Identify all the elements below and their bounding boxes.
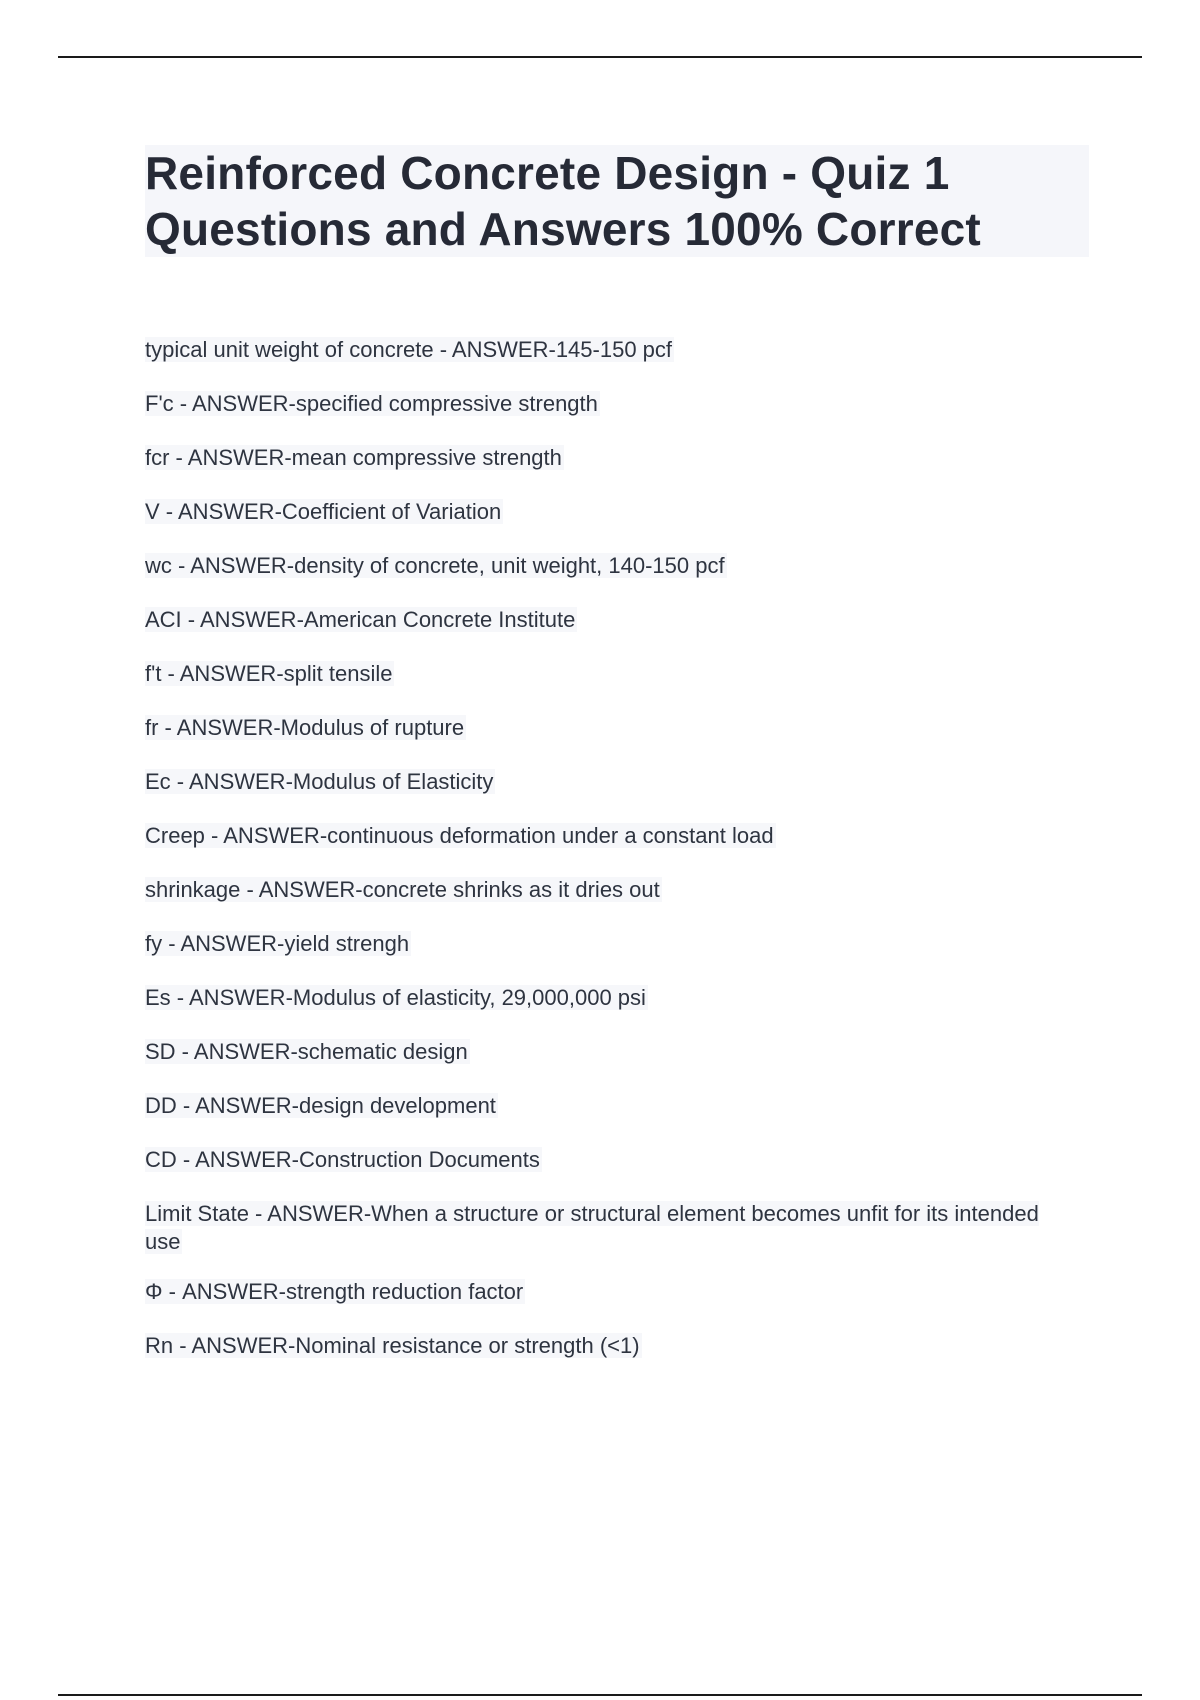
qa-text: Rn - ANSWER-Nominal resistance or strength (<1) [145,1333,640,1358]
qa-text: V - ANSWER-Coefficient of Variation [145,499,502,524]
qa-item [145,336,1065,364]
qa-item [145,1092,1065,1120]
qa-text: Es - ANSWER-Modulus of elasticity, 29,000,000 psi [145,985,646,1010]
qa-text: typical unit weight of concrete - ANSWER-145-150 pcf [145,337,673,362]
qa-item [145,1146,1065,1174]
qa-item [145,390,1065,418]
qa-item [145,552,1065,580]
qa-item [145,876,1065,904]
qa-text: f't - ANSWER-split tensile [145,661,393,686]
qa-item [145,1200,1065,1256]
page-title [145,145,1089,257]
qa-item [145,660,1065,688]
qa-item [145,1278,1065,1306]
qa-text: fcr - ANSWER-mean compressive strength [145,445,562,470]
qa-text: Creep - ANSWER-continuous deformation under a constant load [145,823,774,848]
qa-item [145,606,1065,634]
qa-text: Ec - ANSWER-Modulus of Elasticity [145,769,494,794]
qa-item [145,498,1065,526]
qa-text: wc - ANSWER-density of concrete, unit weight, 140-150 pcf [145,553,725,578]
qa-text: shrinkage - ANSWER-concrete shrinks as it dries out [145,877,660,902]
qa-text: CD - ANSWER-Construction Documents [145,1147,540,1172]
qa-item [145,714,1065,742]
title-line-2: Questions and Answers 100% Correct [145,203,981,255]
qa-item [145,1332,1065,1360]
qa-text: SD - ANSWER-schematic design [145,1039,468,1064]
qa-item [145,1038,1065,1066]
qa-item [145,822,1065,850]
qa-item [145,984,1065,1012]
qa-text: fy - ANSWER-yield strengh [145,931,410,956]
qa-text: DD - ANSWER-design development [145,1093,496,1118]
qa-text: Φ - ANSWER-strength reduction factor [145,1279,524,1304]
footer-rule [58,1694,1142,1696]
title-block [145,145,1089,257]
header-rule [58,56,1142,58]
qa-list [145,336,1065,1386]
qa-text: ACI - ANSWER-American Concrete Institute [145,607,576,632]
qa-text: fr - ANSWER-Modulus of rupture [145,715,465,740]
qa-text: F'c - ANSWER-specified compressive strength [145,391,598,416]
qa-item [145,768,1065,796]
qa-item [145,444,1065,472]
title-line-1: Reinforced Concrete Design - Quiz 1 [145,147,950,199]
qa-item [145,930,1065,958]
qa-text: Limit State - ANSWER-When a structure or structural element becomes unfit for its intended use [145,1201,1039,1254]
